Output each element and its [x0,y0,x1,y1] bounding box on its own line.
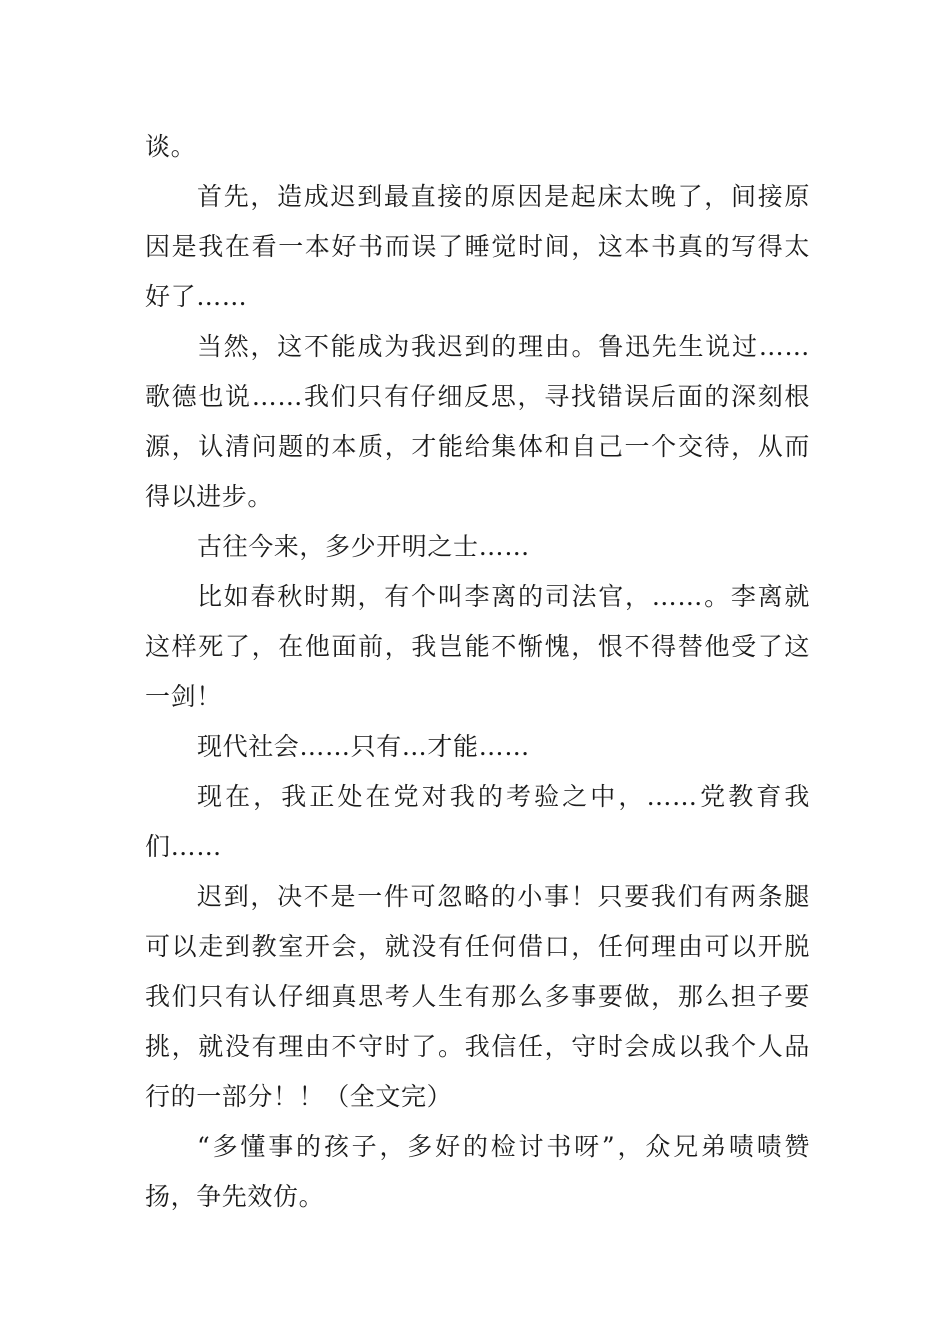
paragraph-party-test: 现在，我正处在党对我的考验之中，……党教育我们…… [145,782,810,861]
paragraph-ancient-sages: 古往今来，多少开明之士…… [197,532,530,561]
paragraph-continuation: 谈。 [145,132,197,161]
paragraph-modern-society: 现代社会……只有…才能…… [197,732,530,761]
paragraph-reflection: 当然，这不能成为我迟到的理由。鲁迅先生说过……歌德也说……我们只有仔细反思，寻找错误后面的深刻根源，认清问题的本质，才能给集体和自己一个交待，从而得以进步。 [145,332,810,511]
paragraph-conclusion: 迟到，决不是一件可忽略的小事！只要我们有两条腿可以走到教室开会，就没有任何借口，任何理由可以开脱我们只有认仔细真思考人生有那么多事要做，那么担子要挑，就没有理由不守时了。我信任，守时会成以我个人品行的一部分！！（全文完） [145,882,810,1111]
paragraph-reason: 首先，造成迟到最直接的原因是起床太晚了，间接原因是我在看一本好书而误了睡觉时间，这本书真的写得太好了…… [145,182,810,311]
document-body [145,122,810,1222]
paragraph-praise: “多懂事的孩子，多好的检讨书呀”，众兄弟啧啧赞扬，争先效仿。 [145,1132,810,1211]
paragraph-li-li-example: 比如春秋时期，有个叫李离的司法官，……。李离就这样死了，在他面前，我岂能不惭愧，恨不得替他受了这一剑！ [145,582,810,711]
